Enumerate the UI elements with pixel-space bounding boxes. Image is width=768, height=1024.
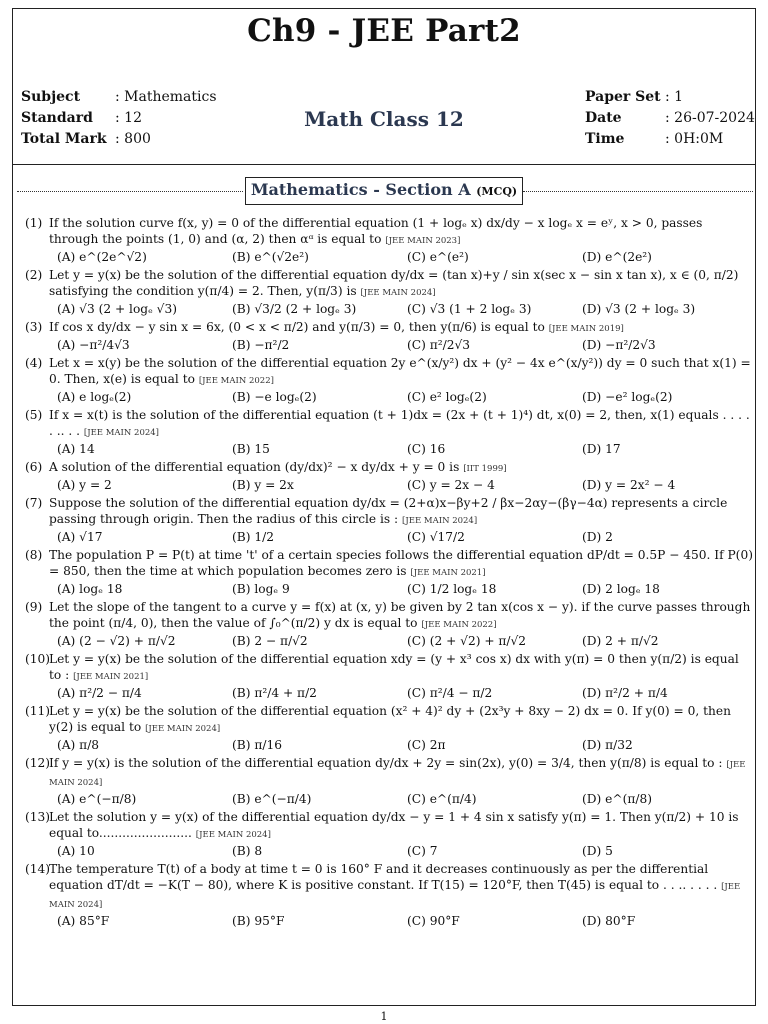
- question-item: [25, 703, 753, 754]
- option-row: [25, 529, 753, 546]
- question-text-block: [49, 703, 753, 737]
- question-number: (11): [25, 704, 51, 718]
- answer-option[interactable]: (C) (2 + √2) + π/√2: [407, 634, 527, 648]
- question-text: Let the slope of the tangent to a curve y = f(x) at (x, y) be given by 2 tan x(cos x − y). if the curve passes through the point (π/4, 0), then the value of ∫₀^(π/2) y dx is equal to: [49, 600, 751, 630]
- answer-option[interactable]: (B) 8: [232, 844, 263, 858]
- question-stem: [25, 703, 753, 737]
- exam-source: [JEE MAIN 2024]: [145, 724, 221, 734]
- dotted-leader-left: [17, 191, 243, 192]
- question-stem: [25, 651, 753, 685]
- answer-option[interactable]: (C) 16: [407, 442, 446, 456]
- answer-option[interactable]: (C) e² logₑ(2): [407, 390, 487, 404]
- question-text-block: [49, 215, 753, 249]
- answer-option[interactable]: (B) e^(−π/4): [232, 792, 312, 806]
- answer-option[interactable]: (B) 2 − π/√2: [232, 634, 308, 648]
- question-number: (12): [25, 756, 51, 770]
- answer-option[interactable]: (A) π²/2 − π/4: [57, 686, 142, 700]
- answer-option[interactable]: (A) √17: [57, 530, 103, 544]
- answer-option[interactable]: (D) 2: [582, 530, 613, 544]
- option-row: [25, 913, 753, 930]
- exam-source: [JEE MAIN 2019]: [548, 324, 624, 334]
- exam-source: [JEE MAIN 2022]: [198, 376, 274, 386]
- meta-total-mark: Total Mark : 800: [21, 131, 151, 147]
- exam-source: [JEE MAIN 2021]: [410, 568, 486, 578]
- question-stem: [25, 495, 753, 529]
- option-row: [25, 301, 753, 318]
- question-number: (13): [25, 810, 51, 824]
- question-number: (9): [25, 600, 43, 614]
- option-row: [25, 581, 753, 598]
- answer-option[interactable]: (A) π/8: [57, 738, 100, 752]
- question-item: [25, 215, 753, 266]
- question-text-block: [49, 319, 753, 337]
- question-stem: [25, 599, 753, 633]
- answer-option[interactable]: (A) e logₑ(2): [57, 390, 132, 404]
- answer-option[interactable]: (A) 85°F: [57, 914, 110, 928]
- page-number: 1: [380, 1010, 388, 1023]
- header-divider: [13, 164, 755, 165]
- question-stem: [25, 407, 753, 441]
- question-list: [25, 215, 753, 931]
- answer-option[interactable]: (D) 2 + π/√2: [582, 634, 659, 648]
- question-text-block: [49, 599, 753, 633]
- header-meta: [21, 87, 755, 159]
- exam-source: [IIT 1999]: [463, 464, 507, 474]
- question-number: (8): [25, 548, 43, 562]
- option-row: [25, 477, 753, 494]
- question-text: A solution of the differential equation (dy/dx)² − x dy/dx + y = 0 is: [49, 460, 460, 474]
- document-title: Ch9 - JEE Part2: [247, 13, 521, 49]
- answer-option[interactable]: (C) 2π: [407, 738, 446, 752]
- dotted-leader-right: [523, 191, 753, 192]
- answer-option[interactable]: (A) 14: [57, 442, 95, 456]
- question-item: [25, 459, 753, 494]
- answer-option[interactable]: (C) 90°F: [407, 914, 460, 928]
- answer-option[interactable]: (C) √3 (1 + 2 logₑ 3): [407, 302, 532, 316]
- answer-option[interactable]: (A) e^(−π/8): [57, 792, 137, 806]
- meta-date: Date : 26-07-2024: [585, 110, 755, 126]
- option-row: [25, 337, 753, 354]
- answer-option[interactable]: (B) −e logₑ(2): [232, 390, 317, 404]
- question-text-block: [49, 267, 753, 301]
- answer-option[interactable]: (B) −π²/2: [232, 338, 290, 352]
- question-text-block: [49, 547, 753, 581]
- answer-option[interactable]: (D) −e² logₑ(2): [582, 390, 673, 404]
- question-item: [25, 407, 753, 458]
- answer-option[interactable]: (B) logₑ 9: [232, 582, 290, 596]
- option-row: [25, 843, 753, 860]
- meta-time: Time : 0H:0M: [585, 131, 724, 147]
- answer-option[interactable]: (A) e^(2e^√2): [57, 250, 147, 264]
- question-item: [25, 355, 753, 406]
- question-number: (1): [25, 216, 43, 230]
- answer-option[interactable]: (B) 15: [232, 442, 270, 456]
- question-text-block: [49, 355, 753, 389]
- answer-option[interactable]: (D) −π²/2√3: [582, 338, 656, 352]
- answer-option[interactable]: (C) π²/4 − π/2: [407, 686, 493, 700]
- question-text: The population P = P(t) at time 't' of a certain species follows the differential equation dP/dt = 0.5P − 450. If P(0) = 850, then the time at which population becomes zero is: [49, 548, 753, 578]
- question-text-block: [49, 459, 753, 477]
- exam-source: [JEE MAIN 2024]: [402, 516, 478, 526]
- meta-standard: Standard : 12: [21, 110, 142, 126]
- question-number: (7): [25, 496, 43, 510]
- answer-option[interactable]: (D) 80°F: [582, 914, 636, 928]
- answer-option[interactable]: (B) 95°F: [232, 914, 285, 928]
- question-stem: [25, 459, 753, 477]
- option-row: [25, 633, 753, 650]
- answer-option[interactable]: (D) √3 (2 + logₑ 3): [582, 302, 696, 316]
- question-item: [25, 861, 753, 930]
- answer-option[interactable]: (C) e^(π/4): [407, 792, 477, 806]
- question-number: (2): [25, 268, 43, 282]
- question-item: [25, 495, 753, 546]
- answer-option[interactable]: (A) 10: [57, 844, 95, 858]
- answer-option[interactable]: (B) y = 2x: [232, 478, 294, 492]
- answer-option[interactable]: (C) π²/2√3: [407, 338, 470, 352]
- question-stem: [25, 861, 753, 913]
- question-item: [25, 599, 753, 650]
- exam-source: [JEE MAIN 2023]: [385, 236, 461, 246]
- question-text: Let x = x(y) be the solution of the differential equation 2y e^(x/y²) dx + (y² − 4x e^(x/y²)) dy = 0 such that x(1) = 0. Then, x(e) is equal to: [49, 356, 751, 386]
- option-row: [25, 737, 753, 754]
- answer-option[interactable]: (A) logₑ 18: [57, 582, 123, 596]
- answer-option[interactable]: (D) 5: [582, 844, 613, 858]
- exam-source: [JEE MAIN 2024]: [83, 428, 159, 438]
- question-number: (5): [25, 408, 43, 422]
- exam-source: [JEE MAIN 2024]: [360, 288, 436, 298]
- question-text: If the solution curve f(x, y) = 0 of the differential equation (1 + logₑ x) dx/dy − x logₑ x = eʸ, x > 0, passes through the points (1, 0) and (α, 2) then αᵅ is equal to: [49, 216, 703, 246]
- question-stem: [25, 267, 753, 301]
- answer-option[interactable]: (D) y = 2x² − 4: [582, 478, 676, 492]
- exam-source: [JEE MAIN 2024]: [195, 830, 271, 840]
- section-title: Mathematics - Section A: [250, 180, 471, 199]
- question-stem: [25, 355, 753, 389]
- question-text-block: [49, 809, 753, 843]
- question-number: (10): [25, 652, 51, 666]
- answer-option[interactable]: (B) 1/2: [232, 530, 274, 544]
- question-number: (3): [25, 320, 43, 334]
- question-text: The temperature T(t) of a body at time t = 0 is 160° F and it decreases continuously as per the differential equation dT/dt = −K(T − 80), where K is positive constant. If T(15) = 120°F, then T(45) is equal to . . .. . . . .: [49, 862, 718, 892]
- answer-option[interactable]: (C) 1/2 logₑ 18: [407, 582, 497, 596]
- question-number: (4): [25, 356, 43, 370]
- answer-option[interactable]: (B) π/16: [232, 738, 282, 752]
- exam-source: [JEE MAIN 2022]: [421, 620, 497, 630]
- section-tag: (MCQ): [476, 185, 518, 198]
- question-stem: [25, 809, 753, 843]
- answer-option[interactable]: (C) 7: [407, 844, 438, 858]
- exam-source: [JEE MAIN 2024]: [49, 882, 741, 910]
- question-text: If x = x(t) is the solution of the differential equation (t + 1)dx = (2x + (t + 1)⁴) dt, x(0) = 2, then, x(1) equals . . . . . .. . .: [49, 408, 750, 438]
- answer-option[interactable]: (C) y = 2x − 4: [407, 478, 495, 492]
- question-stem: [25, 755, 753, 791]
- question-text-block: [49, 495, 753, 529]
- option-row: [25, 389, 753, 406]
- question-stem: [25, 215, 753, 249]
- answer-option[interactable]: (B) π²/4 + π/2: [232, 686, 317, 700]
- question-text: If y = y(x) is the solution of the differential equation dy/dx + 2y = sin(2x), y(0) = 3/4, then y(π/8) is equal to :: [49, 756, 723, 770]
- answer-option[interactable]: (A) √3 (2 + logₑ √3): [57, 302, 177, 316]
- question-text: Let the solution y = y(x) of the differential equation dy/dx − y = 1 + 4 sin x satisfy y(π) = 1. Then y(π/2) + 10 is equal to........................: [49, 810, 739, 840]
- question-text: If cos x dy/dx − y sin x = 6x, (0 < x < π/2) and y(π/3) = 0, then y(π/6) is equal to: [49, 320, 545, 334]
- question-text-block: [49, 651, 753, 685]
- section-header: [13, 177, 755, 205]
- answer-option[interactable]: (D) 17: [582, 442, 621, 456]
- question-text: Let y = y(x) be the solution of the differential equation (x² + 4)² dy + (2x³y + 8xy − 2) dx = 0. If y(0) = 0, then y(2) is equal to: [49, 704, 731, 734]
- question-stem: [25, 547, 753, 581]
- page-frame: [12, 8, 756, 1006]
- answer-option[interactable]: (B) e^(√2e²): [232, 250, 309, 264]
- exam-source: [JEE MAIN 2024]: [49, 760, 746, 788]
- answer-option[interactable]: (C) √17/2: [407, 530, 465, 544]
- question-item: [25, 267, 753, 318]
- question-item: [25, 319, 753, 354]
- meta-subject: Subject : Mathematics: [21, 89, 217, 105]
- answer-option[interactable]: (D) e^(2e²): [582, 250, 652, 264]
- question-text: Suppose the solution of the differential equation dy/dx = (2+α)x−βy+2 / βx−2αy−(βγ−4α) represents a circle passing through origin. Then the radius of this circle is :: [49, 496, 728, 526]
- question-text-block: [49, 861, 753, 913]
- answer-option[interactable]: (C) e^(e²): [407, 250, 469, 264]
- question-text-block: [49, 755, 753, 791]
- answer-option[interactable]: (D) π/32: [582, 738, 633, 752]
- answer-option[interactable]: (D) 2 logₑ 18: [582, 582, 660, 596]
- answer-option[interactable]: (D) e^(π/8): [582, 792, 652, 806]
- question-text-block: [49, 407, 753, 441]
- class-title: Math Class 12: [304, 107, 464, 131]
- option-row: [25, 685, 753, 702]
- answer-option[interactable]: (A) −π²/4√3: [57, 338, 130, 352]
- question-stem: [25, 319, 753, 337]
- question-item: [25, 809, 753, 860]
- question-number: (6): [25, 460, 43, 474]
- question-text: Let y = y(x) be the solution of the differential equation dy/dx = (tan x)+y / sin x(sec x − sin x tan x), x ∈ (0, π/2) satisfying the condition y(π/4) = 2. Then, y(π/3) is: [49, 268, 739, 298]
- question-item: [25, 755, 753, 808]
- meta-paper-set: Paper Set : 1: [585, 89, 684, 105]
- section-title-box: [245, 177, 523, 205]
- option-row: [25, 791, 753, 808]
- meta-right: [585, 87, 755, 150]
- question-item: [25, 547, 753, 598]
- question-number: (14): [25, 862, 51, 876]
- question-item: [25, 651, 753, 702]
- answer-option[interactable]: (B) √3/2 (2 + logₑ 3): [232, 302, 357, 316]
- option-row: [25, 441, 753, 458]
- exam-source: [JEE MAIN 2021]: [73, 672, 149, 682]
- answer-option[interactable]: (D) π²/2 + π/4: [582, 686, 668, 700]
- answer-option[interactable]: (A) (2 − √2) + π/√2: [57, 634, 176, 648]
- question-text: Let y = y(x) be the solution of the differential equation xdy = (y + x³ cos x) dx with y(π) = 0 then y(π/2) is equal to :: [49, 652, 739, 682]
- answer-option[interactable]: (A) y = 2: [57, 478, 112, 492]
- option-row: [25, 249, 753, 266]
